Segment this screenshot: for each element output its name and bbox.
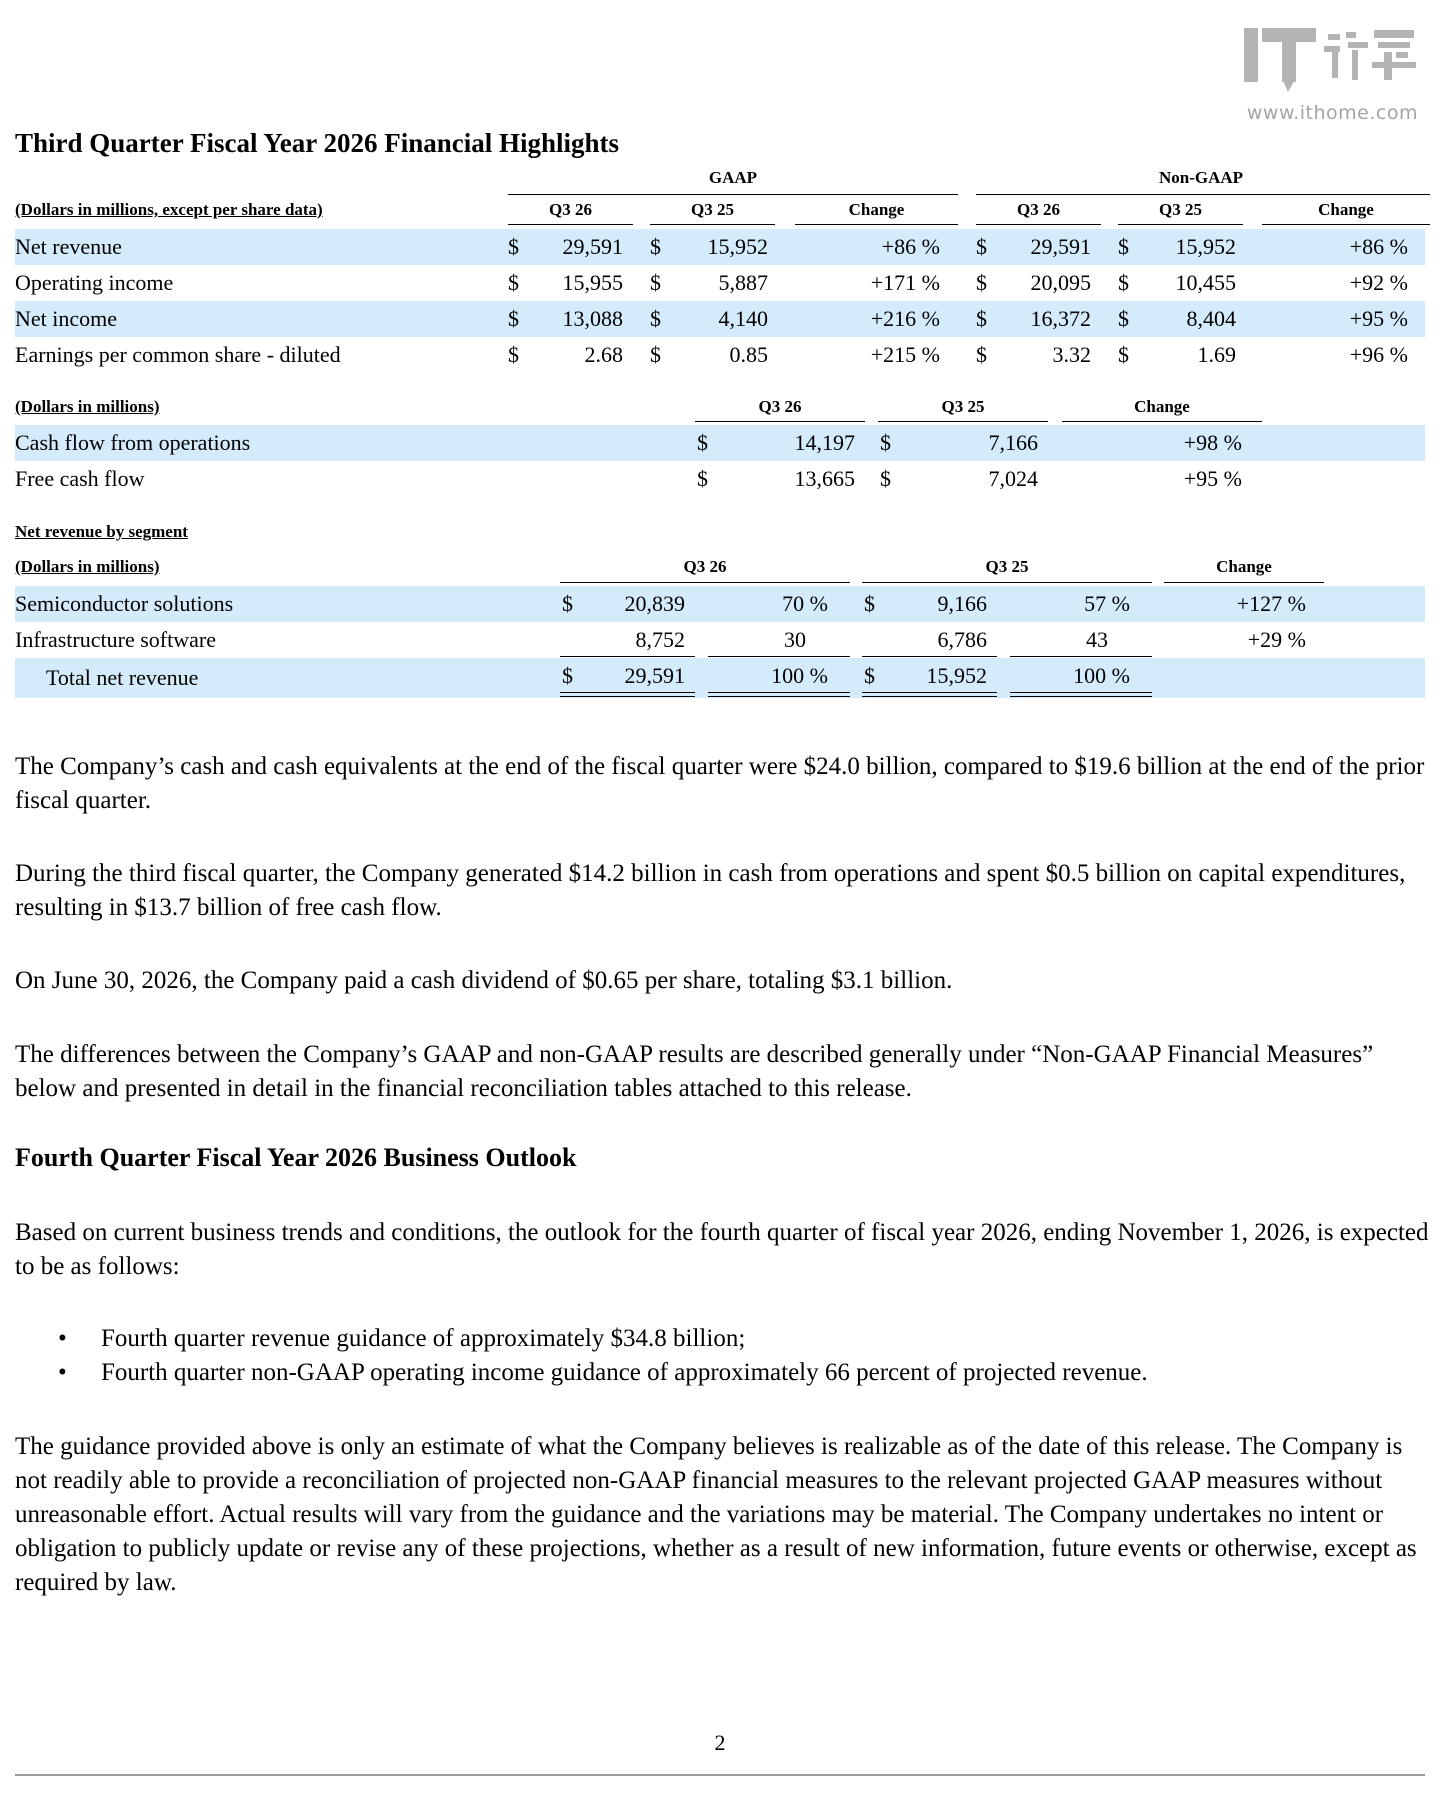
col-header: Q3 26	[549, 200, 592, 219]
cf-q325: 7,024	[988, 466, 1038, 491]
row-label: Free cash flow	[15, 466, 145, 491]
table2-label-header: (Dollars in millions)	[15, 397, 160, 416]
outlook-title: Fourth Quarter Fiscal Year 2026 Business Outlook	[15, 1143, 577, 1172]
seg-pct-q326: 100 %	[771, 663, 828, 688]
paragraph-dividend: On June 30, 2026, the Company paid a cash dividend of $0.65 per share, totaling $3.1 billion.	[15, 967, 953, 994]
nongaap-q326: 16,372	[1030, 306, 1091, 331]
gaap-q325: 5,887	[718, 270, 768, 295]
paragraph-cash: The Company’s cash and cash equivalents at the end of the fiscal quarter were $24.0 billion, compared to $19.6 billion at the end of the prior fiscal quarter.	[15, 753, 1425, 814]
seg-q326: 29,591	[624, 663, 685, 688]
currency-sign: $	[864, 591, 875, 616]
row-label: Infrastructure software	[15, 627, 216, 652]
col-header: Q3 25	[691, 200, 734, 219]
total-double-rule	[862, 692, 997, 697]
total-double-rule	[708, 692, 850, 697]
col-rule	[695, 421, 865, 422]
seg-q325: 6,786	[937, 627, 987, 652]
row-label: Net income	[15, 306, 118, 331]
footer-rule	[15, 1774, 1425, 1776]
col-rule	[1062, 421, 1262, 422]
currency-sign: $	[697, 466, 708, 491]
cf-q326: 14,197	[794, 430, 855, 455]
seg-change: +127 %	[1236, 591, 1306, 616]
bullet-text: Fourth quarter non-GAAP operating income guidance of approximately 66 percent of projected revenue.	[101, 1359, 1148, 1386]
cf-q326: 13,665	[794, 466, 855, 491]
col-rule	[976, 224, 1101, 225]
nongaap-change: +96 %	[1349, 342, 1408, 367]
col-header: Change	[1216, 557, 1272, 576]
gaap-change: +216 %	[870, 306, 940, 331]
guidance-disclaimer: The guidance provided above is only an estimate of what the Company believes is realizable as of the date of this release. The Company is not readily able to provide a reconciliation of projected non-GAAP financial measures to the relevant projected GAAP measures without unreasonable effort. Actual results will vary from the guidance and the variations may be material. The Company undertakes no intent or obligation to publicly update or revise any of these projections, whether as a result of new information, future events or otherwise, except as required by law.	[15, 1433, 1417, 1596]
seg-pct-q325: 57 %	[1084, 591, 1130, 616]
col-header: Q3 25	[941, 397, 985, 416]
col-rule	[1118, 224, 1243, 225]
currency-sign: $	[1118, 342, 1129, 367]
gaap-q325: 4,140	[718, 306, 768, 331]
row-label: Cash flow from operations	[15, 430, 251, 455]
currency-sign: $	[697, 430, 708, 455]
gaap-q326: 13,088	[562, 306, 623, 331]
nongaap-group-rule	[976, 194, 1430, 195]
nongaap-group-header: Non-GAAP	[1158, 168, 1244, 187]
nongaap-q326: 20,095	[1030, 270, 1091, 295]
currency-sign: $	[508, 270, 519, 295]
table3-label-header: (Dollars in millions)	[15, 557, 160, 576]
subtotal-rule	[560, 656, 695, 657]
outlook-intro: Based on current business trends and conditions, the outlook for the fourth quarter of fiscal year 2026, ending November 1, 2026, is expected to be as follows:	[15, 1219, 1429, 1280]
col-header: Q3 26	[758, 397, 802, 416]
col-rule	[1262, 224, 1430, 225]
gaap-q326: 2.68	[584, 342, 623, 367]
cf-change: +98 %	[1183, 430, 1242, 455]
col-header: Change	[848, 200, 905, 219]
row-label: Semiconductor solutions	[15, 591, 234, 616]
row-label: Total net revenue	[46, 665, 199, 690]
nongaap-q325: 15,952	[1175, 234, 1236, 259]
nongaap-q326: 3.32	[1052, 342, 1091, 367]
row-label: Operating income	[15, 270, 174, 295]
currency-sign: $	[562, 663, 573, 688]
bullet-icon: •	[58, 1359, 67, 1386]
gaap-q325: 0.85	[729, 342, 768, 367]
gaap-q326: 15,955	[562, 270, 623, 295]
currency-sign: $	[650, 234, 661, 259]
col-header: Q3 26	[683, 557, 727, 576]
seg-q326: 20,839	[624, 591, 685, 616]
watermark	[1220, 22, 1420, 132]
seg-q325: 9,166	[937, 591, 987, 616]
subtotal-rule	[1010, 656, 1152, 657]
currency-sign: $	[880, 466, 891, 491]
gaap-q325: 15,952	[707, 234, 768, 259]
col-header: Change	[1318, 200, 1374, 219]
currency-sign: $	[976, 342, 987, 367]
nongaap-q326: 29,591	[1030, 234, 1091, 259]
col-header: Q3 26	[1017, 200, 1060, 219]
row-label: Earnings per common share - diluted	[15, 342, 341, 367]
gaap-group-rule	[508, 194, 958, 195]
col-rule	[878, 421, 1048, 422]
gaap-group-header: GAAP	[708, 168, 758, 187]
cf-change: +95 %	[1183, 466, 1242, 491]
paragraph-cash-flow: During the third fiscal quarter, the Company generated $14.2 billion in cash from operations and spent $0.5 billion on capital expenditures, resulting in $13.7 billion of free cash flow.	[15, 860, 1406, 921]
currency-sign: $	[976, 270, 987, 295]
currency-sign: $	[1118, 306, 1129, 331]
currency-sign: $	[650, 270, 661, 295]
gaap-change: +215 %	[870, 342, 940, 367]
nongaap-change: +86 %	[1349, 234, 1408, 259]
currency-sign: $	[880, 430, 891, 455]
currency-sign: $	[508, 342, 519, 367]
currency-sign: $	[562, 591, 573, 616]
total-double-rule	[560, 692, 695, 697]
nongaap-q325: 10,455	[1175, 270, 1236, 295]
cf-q325: 7,166	[988, 430, 1038, 455]
bullet-text: Fourth quarter revenue guidance of approximately $34.8 billion;	[101, 1325, 746, 1352]
currency-sign: $	[1118, 234, 1129, 259]
subtotal-rule	[862, 656, 997, 657]
page-title: Third Quarter Fiscal Year 2026 Financial Highlights	[15, 128, 620, 158]
currency-sign: $	[650, 342, 661, 367]
col-rule	[1164, 582, 1324, 583]
currency-sign: $	[650, 306, 661, 331]
table1-label-header: (Dollars in millions, except per share data)	[15, 200, 323, 219]
seg-q326: 8,752	[635, 627, 685, 652]
col-rule	[508, 224, 633, 225]
currency-sign: $	[864, 663, 875, 688]
page-number: 2	[714, 1730, 726, 1755]
col-rule	[650, 224, 775, 225]
seg-pct-q326: 70 %	[782, 591, 828, 616]
watermark-url: www.ithome.com	[1246, 102, 1418, 124]
col-header: Q3 25	[985, 557, 1029, 576]
seg-pct-q325: 43	[1086, 627, 1108, 652]
currency-sign: $	[976, 234, 987, 259]
currency-sign: $	[976, 306, 987, 331]
nongaap-q325: 8,404	[1186, 306, 1236, 331]
nongaap-change: +92 %	[1349, 270, 1408, 295]
col-header: Q3 25	[1159, 200, 1202, 219]
gaap-change: +86 %	[881, 234, 940, 259]
ithome-logo-icon	[1244, 22, 1420, 94]
total-double-rule	[1010, 692, 1152, 697]
gaap-change: +171 %	[870, 270, 940, 295]
seg-pct-q326: 30	[784, 627, 806, 652]
currency-sign: $	[1118, 270, 1129, 295]
segment-section-header: Net revenue by segment	[15, 522, 188, 541]
bullet-icon: •	[58, 1325, 67, 1352]
seg-pct-q325: 100 %	[1073, 663, 1130, 688]
col-rule	[560, 582, 850, 583]
nongaap-q325: 1.69	[1197, 342, 1236, 367]
col-rule	[862, 582, 1152, 583]
col-rule	[795, 224, 958, 225]
row-label: Net revenue	[15, 234, 122, 259]
seg-change: +29 %	[1247, 627, 1306, 652]
nongaap-change: +95 %	[1349, 306, 1408, 331]
seg-q325: 15,952	[926, 663, 987, 688]
subtotal-rule	[708, 656, 850, 657]
gaap-q326: 29,591	[562, 234, 623, 259]
currency-sign: $	[508, 306, 519, 331]
currency-sign: $	[508, 234, 519, 259]
paragraph-gaap-differences: The differences between the Company’s GAAP and non-GAAP results are described generally under “Non-GAAP Financial Measures” below and presented in detail in the financial reconciliation tables attached to this release.	[15, 1041, 1374, 1102]
col-header: Change	[1134, 397, 1190, 416]
